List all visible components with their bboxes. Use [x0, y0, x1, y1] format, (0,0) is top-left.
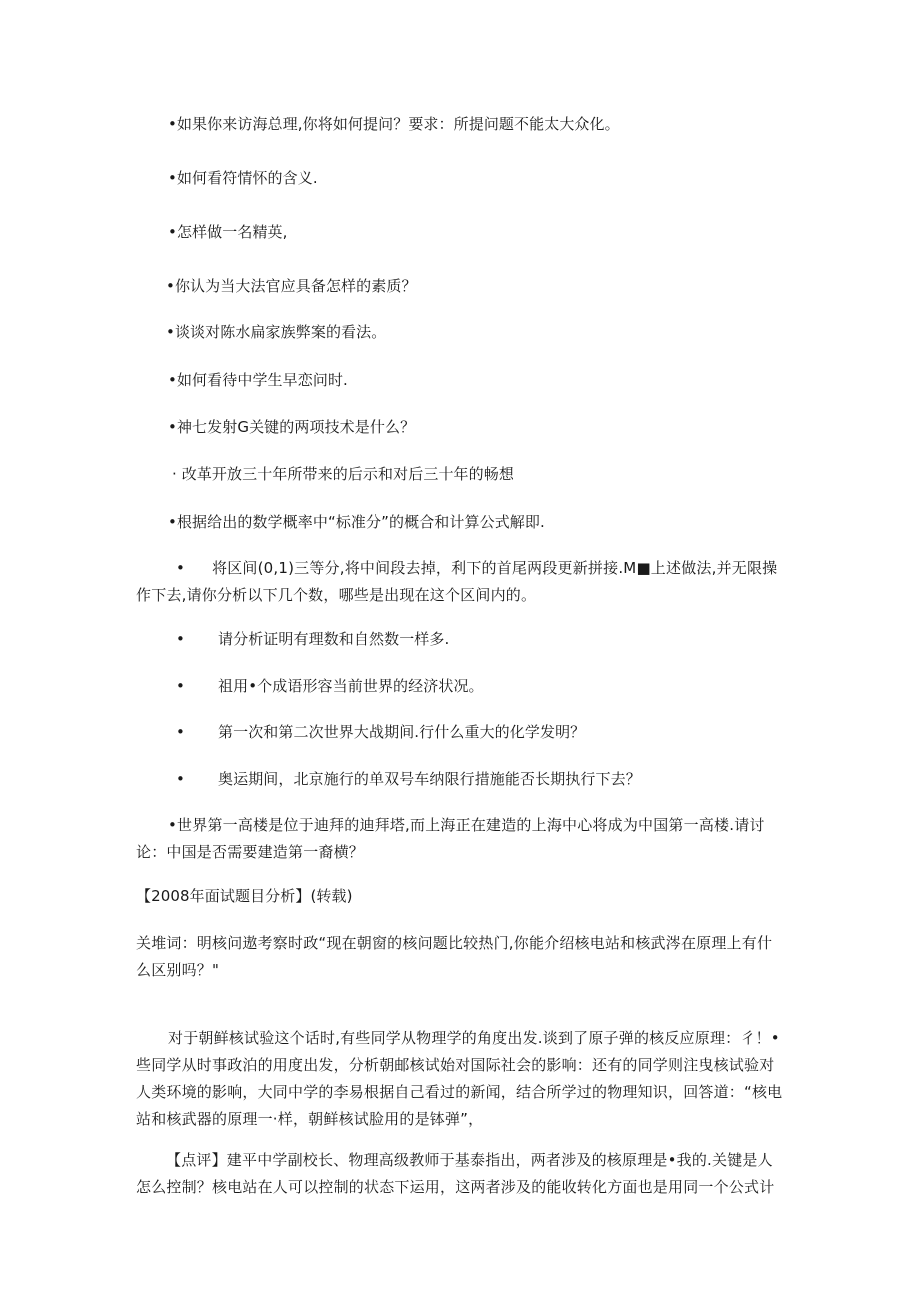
question-premier: •如果你来访海总理,你将如何提问？要求：所提问题不能太大众化。	[168, 115, 620, 133]
analysis-paragraph: 对于朝鲜核试验这个话时,有些同学从物理学的角度出发.谈到了原子弹的核反应原理：彳！•些同学从时事政泊的用度出发，分析朝邮核试始对国际社会的影响：还有的同学则注曳核试验对人类环境的影响，大同中学的李易根据自己看过的新闻，结合所学过的物理知识，回答道：“核电站和核武器的原理一·样，朝鲜核试脸用的是钵弹”，	[136, 1029, 783, 1128]
question-tallest-building: •世界第一高楼是位于迪拜的迪拜塔,而上海正在建造的上海中心将成为中国第一高楼.请讨论：中国是否需要建造第一裔横？	[136, 816, 765, 861]
bullet: •	[176, 677, 185, 695]
bullet: •	[176, 559, 186, 577]
question-chemistry-inventions: • 第一次和第二次世界大战期间.行什么重大的化学发明？	[176, 723, 586, 741]
question-corruption-case: •谈谈对陈水扁家族弊案的看法。	[166, 323, 387, 341]
question-traffic-restriction: • 奥运期间，北京施行的单双号车纳限行措施能否长期执行下去？	[176, 770, 641, 788]
section-title: 【2008年面试题目分析】(转载)	[136, 887, 353, 905]
question-reform: · 改革开放三十年所带来的后示和对后三十年的畅想	[172, 465, 514, 483]
question-judge: •你认为当大法官应具备怎样的素质？	[166, 277, 417, 295]
keywords-paragraph: 关堆词：明核问遨考察时政“现在朝窗的核问题比较热门,你能介绍核电站和核武涔在原理上有什么区别吗？"	[136, 934, 773, 979]
question-rational-numbers: • 请分析证明有理数和自然数一样多.	[176, 630, 450, 648]
question-standard-score: •根据给出的数学概率中“标准分”的概合和计算公式解即.	[168, 513, 545, 531]
question-shenzhou: •神七发射G关键的两项技术是什么？	[168, 418, 416, 436]
bullet: •	[176, 723, 185, 741]
question-elite: •怎样做一名精英,	[168, 223, 288, 241]
interval-text: 将区间(0,1)三等分,将中间段去掉，利下的首尾两段更新拼接.M■上述做法,并无限操作下去,请你分析以下几个数，哪些是出现在这个区间内的。	[136, 559, 778, 604]
commentary-paragraph: 【点评】建平中学副校长、物理高级教师于基泰指出，两者涉及的核原理是•我的.关键是人怎么控制？核电站在人可以控制的状态下运用，这两者涉及的能收转化方面也是用同一个公式计	[136, 1151, 775, 1196]
question-early-love: •如何看待中学生早恋问时.	[168, 371, 348, 389]
question-interval	[136, 555, 786, 609]
question-sentiment: •如何看符情怀的含义.	[168, 169, 318, 187]
bullet: •	[176, 630, 185, 648]
question-idiom-economy: • 祖用•个成语形容当前世界的经济状况。	[176, 677, 484, 695]
bullet: •	[176, 770, 185, 788]
